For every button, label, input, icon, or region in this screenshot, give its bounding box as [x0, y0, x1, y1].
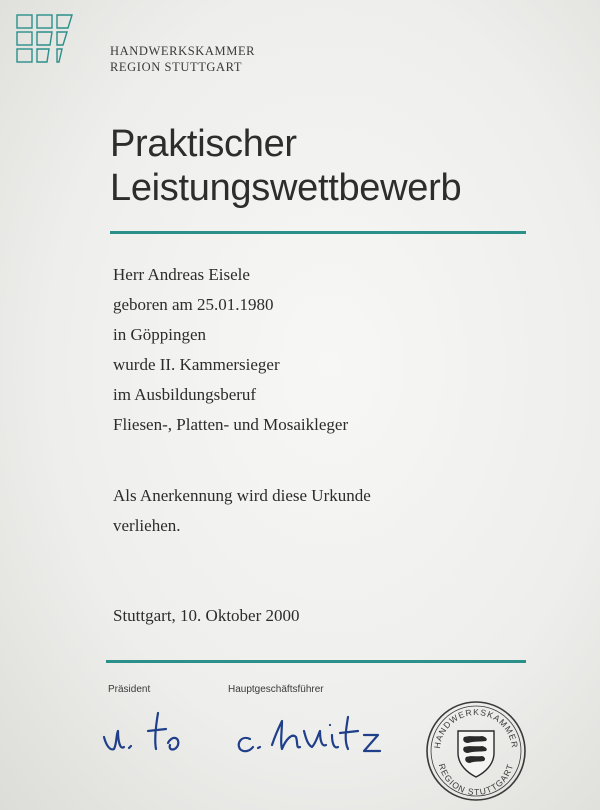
closing-line-1: Als Anerkennung wird diese Urkunde [113, 486, 371, 505]
recipient-name: Herr Andreas Eisele [113, 265, 250, 284]
birth-date: geboren am 25.01.1980 [113, 295, 274, 314]
birth-place: in Göppingen [113, 325, 207, 344]
handwritten-signatures [96, 695, 426, 775]
top-divider [110, 231, 526, 234]
seal-text-top: HANDWERKSKAMMER [431, 706, 521, 750]
certificate-title [110, 122, 461, 210]
title-line-2: Leistungswettbewerb [110, 167, 462, 209]
chamber-logo [16, 14, 76, 64]
profession: Fliesen-, Platten- und Mosaikleger [113, 415, 349, 434]
org-line-1: HANDWERKSKAMMER [110, 44, 256, 58]
president-label: Präsident [108, 684, 151, 695]
place-and-date: Stuttgart, 10. Oktober 2000 [113, 606, 300, 625]
org-line-2: REGION STUTTGART [110, 60, 243, 74]
managing-director-signature [239, 738, 253, 751]
training-label: im Ausbildungsberuf [113, 385, 257, 404]
organization-name [110, 43, 255, 75]
president-signature [104, 731, 124, 749]
award-details [113, 260, 348, 440]
closing-line-2: verliehen. [113, 516, 181, 535]
award-rank: wurde II. Kammersieger [113, 355, 280, 374]
title-line-1: Praktischer [110, 123, 297, 165]
managing-director-label: Hauptgeschäftsführer [228, 684, 324, 695]
recognition-statement [113, 481, 371, 541]
seal-text-bottom: REGION STUTTGART [436, 762, 516, 798]
chamber-seal [424, 699, 528, 803]
coat-of-arms-icon [458, 731, 494, 777]
bottom-divider [106, 660, 526, 663]
